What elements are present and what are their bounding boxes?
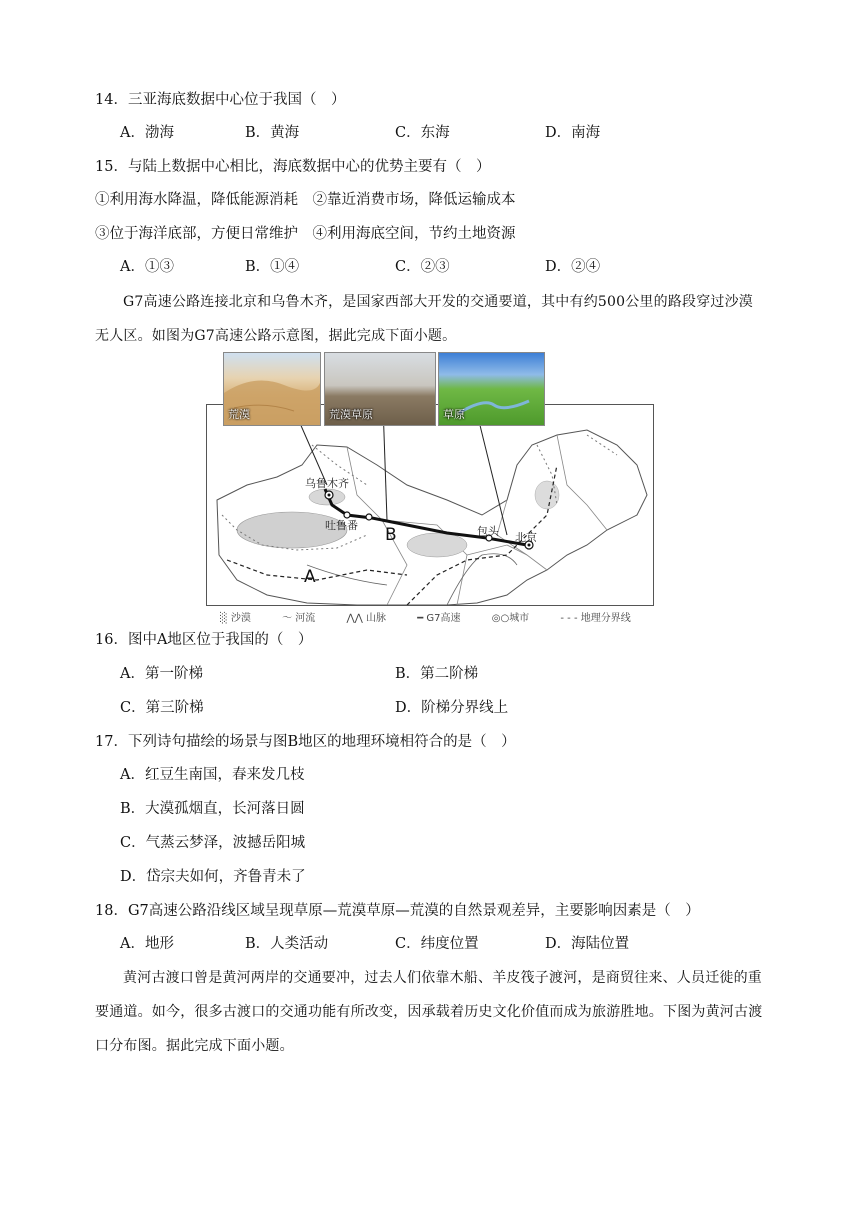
q14-option-c: C．东海 bbox=[395, 125, 450, 141]
photo-grassland bbox=[438, 352, 545, 426]
q18-option-d: D．海陆位置 bbox=[545, 936, 630, 952]
q17-option-b: B．大漠孤烟直，长河落日圆 bbox=[120, 801, 305, 817]
photo-grassland-caption: 草原 bbox=[443, 408, 465, 421]
q15-option-b: B．①④ bbox=[245, 259, 300, 275]
legend-boundary: - - - 地理分界线 bbox=[560, 613, 631, 624]
map-drawing bbox=[207, 405, 653, 605]
label-baotou: 包头 bbox=[477, 525, 499, 538]
label-urumqi: 乌鲁木齐 bbox=[305, 477, 349, 490]
q18-option-b: B．人类活动 bbox=[245, 936, 329, 952]
label-turpan: 吐鲁番 bbox=[325, 519, 358, 532]
question-17-stem: 17．下列诗句描绘的场景与图B地区的地理环境相符合的是（ ） bbox=[95, 734, 516, 750]
q17-option-a: A．红豆生南国，春来发几枝 bbox=[120, 767, 305, 783]
ferry-intro-text: 黄河古渡口曾是黄河两岸的交通要冲，过去人们依靠木船、羊皮筏子渡河，是商贸往来、人员迁徙的重要通道。如今，很多古渡口的交通功能有所改变，因承载着历史文化价值而成为旅游胜地。下图为黄河古渡口分布图。据此完成下面小题。 bbox=[95, 970, 763, 1054]
g7-map-figure bbox=[206, 404, 654, 606]
question-15-stem: 15．与陆上数据中心相比，海底数据中心的优势主要有（ ） bbox=[95, 159, 491, 175]
q15-items-line-1: ①利用海水降温，降低能源消耗 ②靠近消费市场，降低运输成本 bbox=[95, 192, 516, 208]
q16-option-b: B．第二阶梯 bbox=[395, 666, 479, 682]
question-14-stem: 14．三亚海底数据中心位于我国（ ） bbox=[95, 92, 346, 108]
photo-desert-caption: 荒漠 bbox=[228, 408, 250, 421]
g7-intro-text: G7高速公路连接北京和乌鲁木齐，是国家西部大开发的交通要道，其中有约500公里的路段穿过沙漠无人区。如图为G7高速公路示意图，据此完成下面小题。 bbox=[95, 294, 754, 344]
q15-option-c: C．②③ bbox=[395, 259, 450, 275]
photo-desert bbox=[223, 352, 321, 426]
label-region-b: B bbox=[385, 525, 397, 545]
question-16-stem: 16．图中A地区位于我国的（ ） bbox=[95, 632, 313, 648]
city-waypoint-marker bbox=[366, 514, 372, 520]
label-beijing: 北京 bbox=[515, 531, 537, 544]
desert-area-4 bbox=[535, 481, 559, 509]
photo-desert-steppe bbox=[324, 352, 436, 426]
legend-desert: ░ 沙漠 bbox=[220, 613, 251, 624]
legend-g7: ━ G7高速 bbox=[417, 613, 461, 624]
ferry-intro-paragraph bbox=[95, 961, 767, 1063]
q14-option-a: A．渤海 bbox=[120, 125, 174, 141]
q15-option-a: A．①③ bbox=[120, 259, 174, 275]
photo-desert-steppe-caption: 荒漠草原 bbox=[329, 408, 373, 421]
q18-option-a: A．地形 bbox=[120, 936, 174, 952]
map-legend bbox=[220, 609, 659, 624]
q18-option-c: C．纬度位置 bbox=[395, 936, 479, 952]
q17-option-d: D．岱宗夫如何，齐鲁青未了 bbox=[120, 869, 306, 885]
q15-option-d: D．②④ bbox=[545, 259, 601, 275]
question-18-stem: 18．G7高速公路沿线区域呈现草原—荒漠草原—荒漠的自然景观差异，主要影响因素是（ ） bbox=[95, 903, 700, 919]
q14-option-d: D．南海 bbox=[545, 125, 601, 141]
q15-items-line-2: ③位于海洋底部，方便日常维护 ④利用海底空间，节约土地资源 bbox=[95, 226, 516, 242]
g7-intro-paragraph bbox=[95, 285, 767, 353]
legend-river: ～ 河流 bbox=[282, 613, 316, 624]
q14-option-b: B．黄海 bbox=[245, 125, 300, 141]
desert-area-3 bbox=[407, 533, 467, 557]
legend-city: ◎○城市 bbox=[491, 613, 530, 624]
q16-option-a: A．第一阶梯 bbox=[120, 666, 203, 682]
legend-mountain: ⋀⋀ 山脉 bbox=[346, 613, 387, 624]
q16-option-c: C．第三阶梯 bbox=[120, 700, 204, 716]
q17-option-c: C．气蒸云梦泽，波撼岳阳城 bbox=[120, 835, 306, 851]
q16-option-d: D．阶梯分界线上 bbox=[395, 700, 509, 716]
label-region-a: A bbox=[304, 567, 316, 587]
